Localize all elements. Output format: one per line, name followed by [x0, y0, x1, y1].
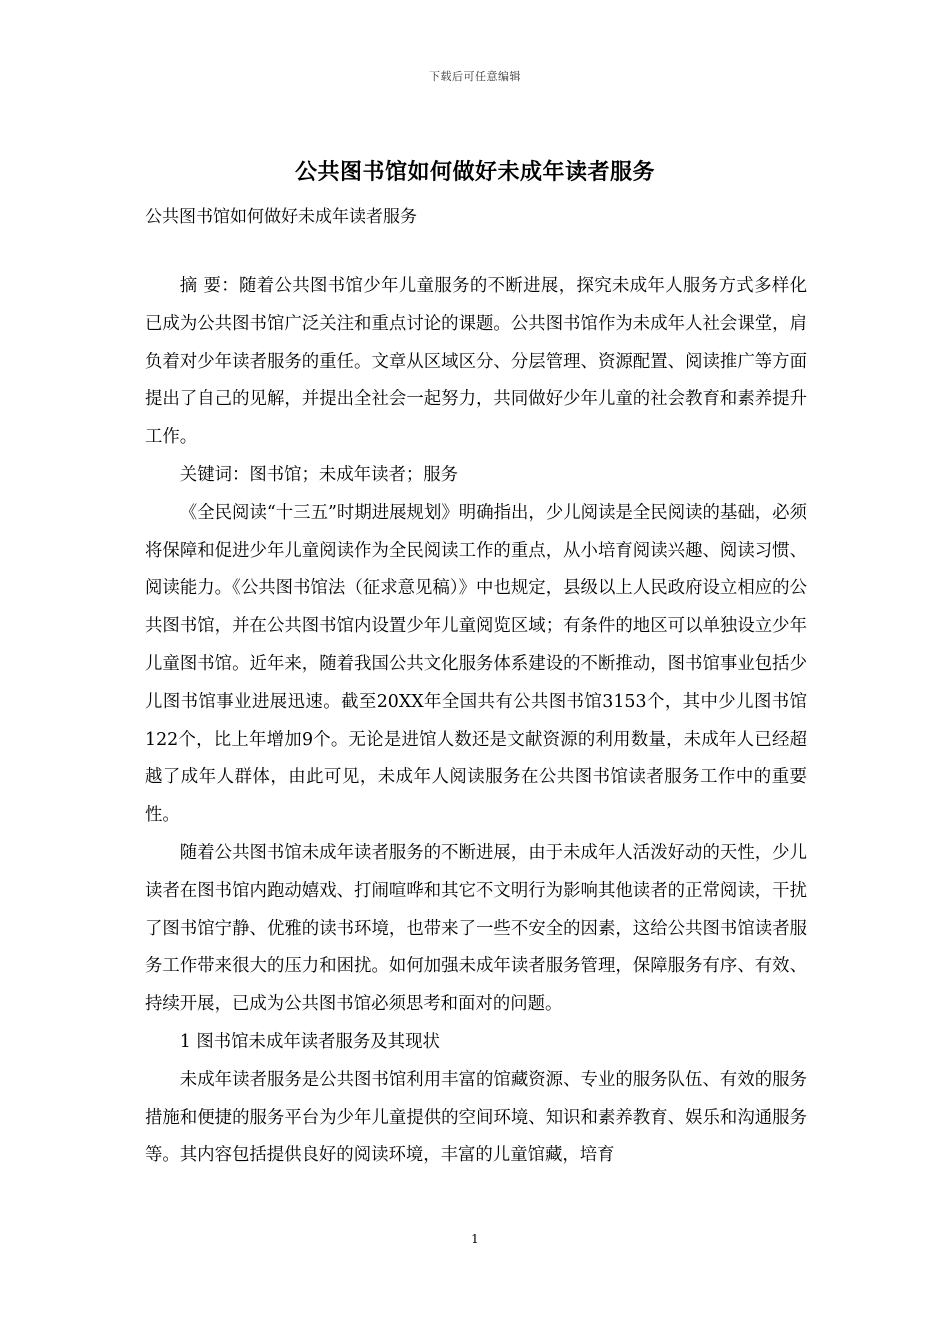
- body-paragraph: 未成年读者服务是公共图书馆利用丰富的馆藏资源、专业的服务队伍、有效的服务措施和便捷的服务平台为少年儿童提供的空间环境、知识和素养教育、娱乐和沟通服务等。其内容包括提供良好的阅读环境，丰富的儿童馆藏，培育: [145, 1069, 807, 1166]
- document-title: 公共图书馆如何做好未成年读者服务: [294, 159, 655, 185]
- header-note: 下载后可任意编辑: [429, 70, 521, 83]
- body-paragraph: 随着公共图书馆未成年读者服务的不断进展，由于未成年人活泼好动的天性，少儿读者在图书馆内跑动嬉戏、打闹喧哗和其它不文明行为影响其他读者的正常阅读，干扰了图书馆宁静、优雅的读书环境，也带来了一些不安全的因素，这给公共图书馆读者服务工作带来很大的压力和困扰。如何加强未成年读者服务管理，保障服务有序、有效、持续开展，已成为公共图书馆必须思考和面对的问题。: [145, 842, 807, 1015]
- document-body: [145, 268, 807, 1175]
- body-paragraph: 《全民阅读“十三五”时期进展规划》明确指出，少儿阅读是全民阅读的基础，必须将保障和促进少年儿童阅读作为全民阅读工作的重点，从小培育阅读兴趣、阅读习惯、阅读能力。《公共图书馆法（征求意见稿）》中也规定，县级以上人民政府设立相应的公共图书馆，并在公共图书馆内设置少年儿童阅览区域；有条件的地区可以单独设立少年儿童图书馆。近年来，随着我国公共文化服务体系建设的不断推动，图书馆事业包括少儿图书馆事业进展迅速。截至20XX年全国共有公共图书馆3153个，其中少儿图书馆122个，比上年增加9个。无论是进馆人数还是文献资源的利用数量，未成年人已经超越了成年人群体，由此可见，未成年人阅读服务在公共图书馆读者服务工作中的重要性。: [145, 502, 807, 826]
- page-number: 1: [471, 1232, 479, 1246]
- section-heading: 1 图书馆未成年读者服务及其现状: [179, 1031, 440, 1052]
- keywords-paragraph: 关键词：图书馆；未成年读者；服务: [179, 464, 459, 485]
- document-subtitle: 公共图书馆如何做好未成年读者服务: [145, 207, 417, 227]
- abstract-paragraph: 摘 要：随着公共图书馆少年儿童服务的不断进展，探究未成年人服务方式多样化已成为公共图书馆广泛关注和重点讨论的课题。公共图书馆作为未成年人社会课堂，肩负着对少年读者服务的重任。文章从区域区分、分层管理、资源配置、阅读推广等方面提出了自己的见解，并提出全社会一起努力，共同做好少年儿童的社会教育和素养提升工作。: [145, 276, 807, 448]
